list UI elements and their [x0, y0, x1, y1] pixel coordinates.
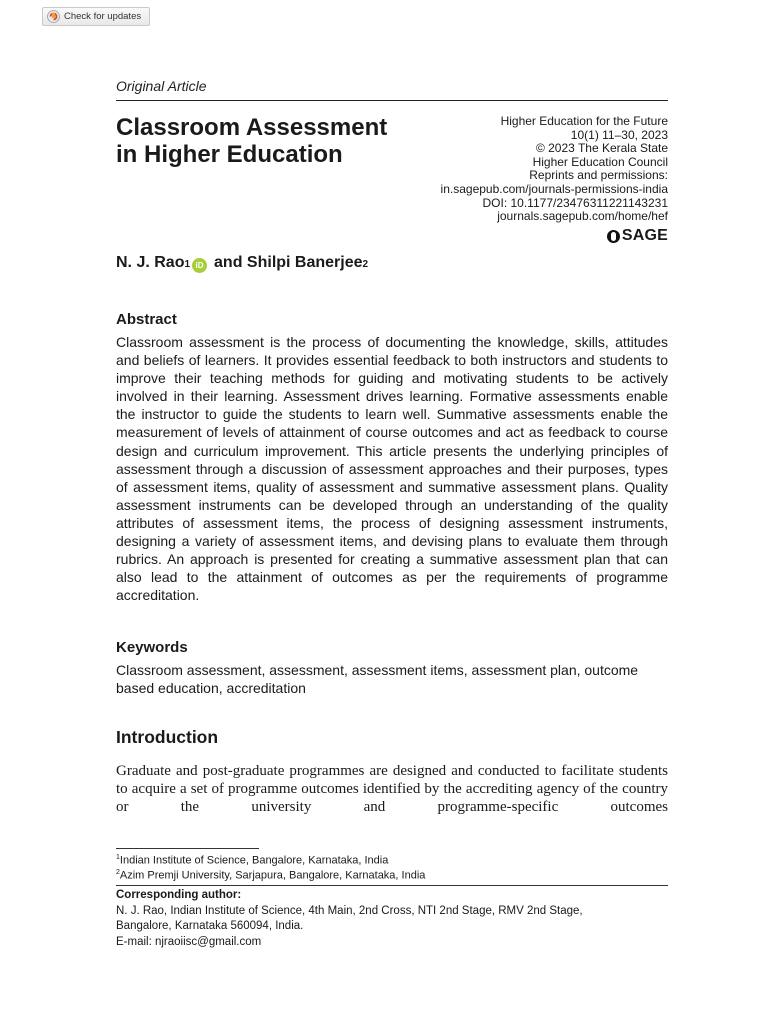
corresponding-heading: Corresponding author:: [116, 889, 242, 901]
author-line: [116, 254, 368, 272]
title-line-2: in Higher Education: [116, 141, 343, 168]
author-1-name: N. J. Rao: [116, 254, 185, 271]
author-2-name: and Shilpi Banerjee: [214, 254, 363, 271]
header-divider: [116, 100, 668, 101]
author-1-affiliation-mark: 1: [184, 259, 191, 270]
footnote-1: [116, 852, 425, 867]
footnote-1-mark: 1: [116, 854, 120, 861]
corresponding-author-block: [116, 888, 668, 950]
footnote-2: [116, 867, 425, 882]
journal-home-link[interactable]: journals.sagepub.com/home/hef: [497, 209, 668, 224]
corresponding-email[interactable]: E-mail: njraoiisc@gmail.com: [116, 935, 262, 948]
footnote-divider: [116, 848, 259, 849]
keywords-heading: Keywords: [116, 639, 188, 656]
footnote-2-mark: 2: [116, 869, 120, 877]
sage-logo-icon: [607, 230, 620, 243]
doi-link[interactable]: DOI: 10.1177/23476311221143231: [482, 195, 668, 210]
update-badge-icon: [47, 10, 60, 23]
orcid-icon[interactable]: iD: [192, 258, 207, 273]
title-line-1: Classroom Assessment: [116, 114, 388, 141]
copyright-holder: Higher Education Council: [532, 154, 668, 169]
introduction-heading: Introduction: [116, 727, 219, 747]
article-type: Original Article: [116, 78, 207, 94]
corresponding-divider: [116, 885, 668, 886]
corresponding-address-2: Bangalore, Karnataka 560094, India.: [116, 920, 304, 932]
abstract-heading: Abstract: [116, 311, 177, 328]
footnote-2-text: Azim Premji University, Sarjapura, Bangalore, Karnataka, India: [119, 869, 426, 882]
journal-name: Higher Education for the Future: [500, 114, 668, 128]
copyright-line: © 2023 The Kerala State: [535, 141, 668, 156]
journal-volume: 10(1) 11–30, 2023: [570, 127, 668, 142]
corresponding-address-1: N. J. Rao, Indian Institute of Science, 4th Main, 2nd Cross, NTI 2nd Stage, RMV 2nd Stage,: [116, 904, 583, 917]
introduction-text: Graduate and post-graduate programmes are designed and conducted to facilitate students to acquire a set of programme outcomes identified by the accrediting agency of the country or the university and programme-specific outcomes: [116, 763, 668, 815]
journal-metadata: [368, 115, 668, 224]
reprints-label: Reprints and permissions:: [529, 168, 668, 183]
check-for-updates-button[interactable]: [42, 7, 150, 26]
publisher-logo: [607, 227, 668, 245]
affiliation-footnotes: [116, 852, 425, 882]
abstract-text: Classroom assessment is the process of documenting the knowledge, skills, attitudes and beliefs of learners. It provides essential feedback to both instructors and students to improve their teaching methods for guiding and motivating students to be actively involved in their learning. Assessment drives learning. Formative assessments enable the instructor to guide the students to learn well. Summative assessments enable the measurement of levels of attainment of course outcomes and act as feedback to course design and curriculum improvement. This article presents the underlying principles of assessment through a discussion of assessment approaches and their purposes, types of assessment items, quality of assessment and summative assessment plans. Quality assessment instruments can be developed through an understanding of the quality attributes of assessment items, the process of designing assessment instruments, designing a variety of assessment items, and devising plans to evaluate them through rubrics. An approach is presented for creating a summative assessment plan that can also lead to the attainment of outcomes as per the requirements of programme accreditation.: [116, 334, 668, 604]
permissions-link[interactable]: in.sagepub.com/journals-permissions-india: [440, 181, 668, 196]
footnote-1-text: Indian Institute of Science, Bangalore, Karnataka, India: [119, 854, 389, 867]
keywords-text: Classroom assessment, assessment, assessment items, assessment plan, outcome based education, accreditation: [116, 662, 639, 696]
check-for-updates-label: Check for updates: [64, 11, 142, 22]
author-2-affiliation-mark: 2: [362, 259, 369, 270]
publisher-name: SAGE: [621, 227, 668, 244]
